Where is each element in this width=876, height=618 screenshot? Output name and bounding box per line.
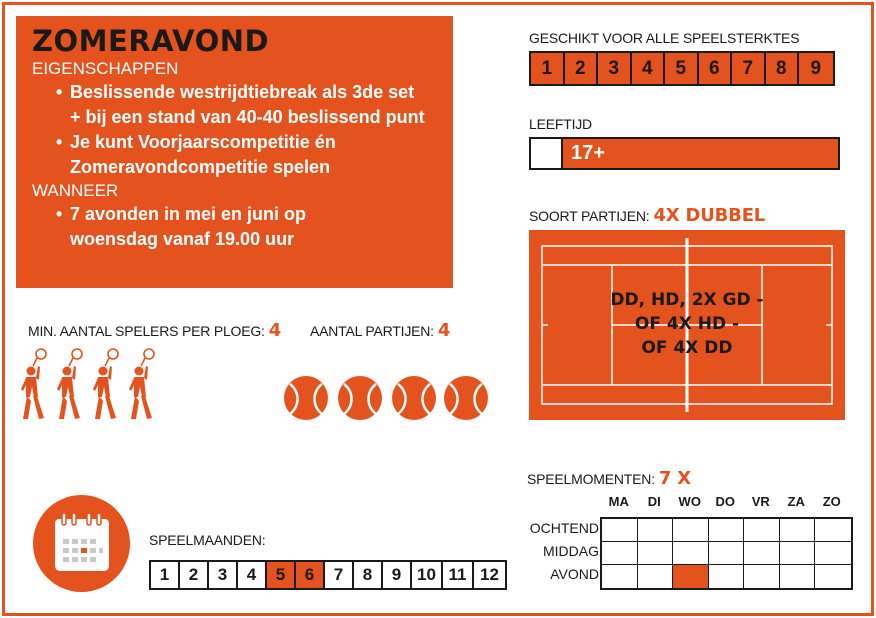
schedule-grid <box>600 517 853 590</box>
schedule-cell <box>709 565 745 588</box>
list-item-line: • Beslissende westrijdtiebreak als 3de set <box>70 82 415 102</box>
players-label-text: MIN. AANTAL SPELERS PER PLOEG: <box>28 323 265 339</box>
level-cell: 7 <box>732 53 766 84</box>
players-label <box>28 320 281 341</box>
tennis-ball-icon <box>444 376 488 420</box>
level-cell: 4 <box>632 53 666 84</box>
list-item-line: • 7 avonden in mei en juni op <box>70 204 307 224</box>
schedule-cell <box>744 565 780 588</box>
tennis-player-icon <box>21 349 46 419</box>
schedule-cell <box>709 542 745 565</box>
balls-group <box>282 374 492 424</box>
page-title: ZOMERAVOND <box>32 24 270 58</box>
age-bar-empty <box>531 139 563 168</box>
tennis-player-icon <box>129 349 154 419</box>
section-heading-wanneer: WANNEER <box>32 181 119 200</box>
list-item <box>70 80 437 130</box>
tennis-ball-icon <box>338 376 382 420</box>
schedule-cell <box>638 519 674 542</box>
level-cell: 2 <box>565 53 599 84</box>
eigenschappen-list <box>32 80 437 180</box>
match-type-label <box>529 205 765 226</box>
players-group <box>20 345 170 425</box>
month-cell: 7 <box>325 562 354 588</box>
players-value: 4 <box>268 320 282 341</box>
day-header: WO <box>678 494 701 509</box>
schedule-cell <box>780 542 816 565</box>
matches-value: 4 <box>437 320 451 341</box>
day-header: MA <box>608 494 629 509</box>
schedule-label-text: SPEELMOMENTEN: <box>527 471 655 487</box>
month-cell: 6 <box>296 562 325 588</box>
level-cell: 1 <box>531 53 565 84</box>
month-cell: 1 <box>151 562 180 588</box>
month-cell: 5 <box>267 562 296 588</box>
schedule-cell <box>602 519 638 542</box>
calendar-icon <box>33 495 130 592</box>
list-item-line: • Je kunt Voorjaarscompetitie én <box>70 132 336 152</box>
matches-label-text: AANTAL PARTIJEN: <box>310 323 434 339</box>
schedule-cell <box>780 519 816 542</box>
calendar-badge <box>33 495 130 592</box>
court-text-line: OF 4X HD - <box>634 314 740 334</box>
month-cell: 4 <box>238 562 267 588</box>
list-item <box>70 202 437 252</box>
tennis-court <box>529 230 845 420</box>
level-cell: 8 <box>766 53 800 84</box>
month-cell: 10 <box>412 562 443 588</box>
level-cell: 9 <box>799 53 833 84</box>
schedule-cell <box>602 565 638 588</box>
schedule-label <box>527 468 691 489</box>
day-header: DI <box>647 494 661 509</box>
match-type-value: 4X DUBBEL <box>653 205 766 226</box>
schedule-cell <box>673 565 709 588</box>
slot-label: AVOND <box>550 566 599 582</box>
list-item <box>70 130 437 180</box>
age-value: 17+ <box>563 139 838 168</box>
months-label: SPEELMAANDEN: <box>149 532 266 548</box>
schedule-cell <box>815 565 851 588</box>
month-cell: 2 <box>180 562 209 588</box>
schedule-cell <box>673 542 709 565</box>
months-row <box>149 560 507 590</box>
schedule-cell <box>709 519 745 542</box>
info-panel <box>16 16 453 288</box>
list-item-line: woensdag vanaf 19.00 uur <box>70 229 295 249</box>
age-label: LEEFTIJD <box>529 116 592 132</box>
schedule-cell <box>780 565 816 588</box>
schedule-cell <box>815 542 851 565</box>
tennis-ball-icon <box>284 376 328 420</box>
month-cell: 11 <box>443 562 474 588</box>
slot-label: OCHTEND <box>529 520 599 536</box>
age-bar <box>529 137 840 170</box>
month-cell: 3 <box>209 562 238 588</box>
tennis-player-icon <box>57 349 82 419</box>
day-header: DO <box>715 494 735 509</box>
schedule-cell <box>638 542 674 565</box>
month-cell: 9 <box>383 562 412 588</box>
month-cell: 12 <box>474 562 505 588</box>
section-heading-eigenschappen: EIGENSCHAPPEN <box>32 59 179 78</box>
level-cell: 6 <box>699 53 733 84</box>
level-cell: 5 <box>665 53 699 84</box>
court-text-line: OF 4X DD <box>641 338 733 358</box>
levels-row <box>529 51 835 86</box>
tennis-player-icon <box>93 349 118 419</box>
schedule-cell <box>744 542 780 565</box>
schedule-days <box>601 494 850 509</box>
day-header: ZO <box>822 494 841 509</box>
court-text <box>529 288 845 360</box>
list-item-line: Zomeravondcompetitie spelen <box>70 157 331 177</box>
schedule-slots <box>521 517 599 586</box>
slot-label: MIDDAG <box>543 543 599 559</box>
matches-label <box>310 320 450 341</box>
day-header: VR <box>751 494 770 509</box>
match-type-label-text: SOORT PARTIJEN: <box>529 208 650 224</box>
day-header: ZA <box>787 494 805 509</box>
tennis-ball-icon <box>392 376 436 420</box>
schedule-value: 7 X <box>658 468 691 489</box>
schedule-cell <box>815 519 851 542</box>
court-text-line: DD, HD, 2X GD - <box>610 290 764 310</box>
levels-label: GESCHIKT VOOR ALLE SPEELSTERKTES <box>529 30 800 46</box>
level-cell: 3 <box>598 53 632 84</box>
schedule-cell <box>673 519 709 542</box>
wanneer-list <box>32 202 437 252</box>
month-cell: 8 <box>354 562 383 588</box>
schedule-cell <box>602 542 638 565</box>
schedule-cell <box>638 565 674 588</box>
schedule-cell <box>744 519 780 542</box>
list-item-line: + bij een stand van 40-40 beslissend punt <box>70 107 425 127</box>
